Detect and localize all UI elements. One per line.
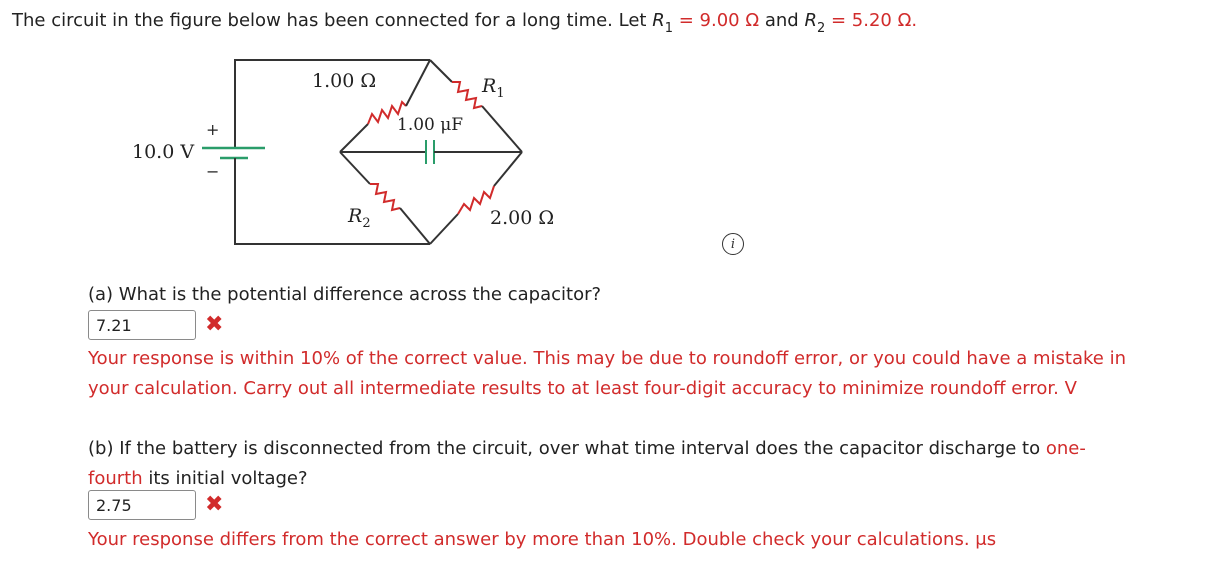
diamond-upper-left-wire-a [340, 124, 368, 152]
problem-text: The circuit in the figure below has been connected for a long time. Let [12, 10, 647, 31]
resistor-bottom-left-label: $R_2$ [348, 205, 371, 231]
diamond-lower-right-wire-a [430, 214, 458, 244]
resistor-top-right-label: $R_1$ [482, 75, 505, 101]
battery-minus: − [206, 162, 220, 181]
diamond-upper-right-wire-b [482, 106, 522, 152]
part-a-answer-input[interactable] [88, 310, 196, 340]
diamond-lower-left-wire-a [340, 152, 370, 184]
r1-subscript: 1 [664, 21, 674, 36]
resistor-bottom-left [370, 184, 400, 210]
diamond-upper-right-wire-a [430, 60, 452, 82]
part-b-highlight-one: one- [1045, 438, 1086, 459]
part-b-incorrect-icon: ✖ [205, 492, 224, 517]
part-a-feedback-line-1: Your response is within 10% of the correct value. This may be due to roundoff error, or you could have a mistake in [88, 348, 1126, 369]
battery-plus: + [206, 120, 220, 139]
resistor-bottom-right [458, 186, 494, 214]
battery-label: 10.0 V [132, 141, 195, 163]
part-a-incorrect-icon: ✖ [205, 312, 224, 337]
part-a-feedback-line-2: your calculation. Carry out all intermediate results to at least four-digit accuracy to minimize roundoff error. V [88, 378, 1077, 399]
r2-variable: R [804, 10, 817, 31]
part-b-question [88, 434, 1188, 494]
diamond-lower-left-wire-b [400, 208, 430, 244]
part-b-feedback: Your response differs from the correct answer by more than 10%. Double check your calculations. μs [88, 529, 997, 550]
r1-value: = 9.00 Ω [678, 10, 760, 31]
part-b-answer-input[interactable] [88, 490, 196, 520]
part-b-question-end: its initial voltage? [148, 468, 308, 489]
resistor-top-left-label: 1.00 Ω [312, 70, 377, 92]
part-b-highlight-fourth: fourth [88, 468, 143, 489]
part-a-question: (a) What is the potential difference across the capacitor? [88, 284, 602, 305]
wire-bottom-left [235, 160, 430, 244]
problem-statement [12, 10, 918, 36]
diamond-upper-left-wire-b [406, 60, 430, 106]
resistor-bottom-right-label: 2.00 Ω [490, 207, 555, 229]
capacitor-label: 1.00 μF [397, 115, 464, 135]
part-b-question-text: (b) If the battery is disconnected from the circuit, over what time interval does the capacitor discharge to [88, 438, 1041, 459]
diamond-lower-right-wire-b [494, 152, 522, 186]
r1-variable: R [652, 10, 665, 31]
info-icon[interactable]: i [722, 233, 744, 255]
resistor-top-right [452, 82, 482, 108]
circuit-diagram [120, 50, 580, 260]
r2-value: = 5.20 Ω. [830, 10, 918, 31]
and-text: and [764, 10, 799, 31]
r2-subscript: 2 [816, 21, 826, 36]
